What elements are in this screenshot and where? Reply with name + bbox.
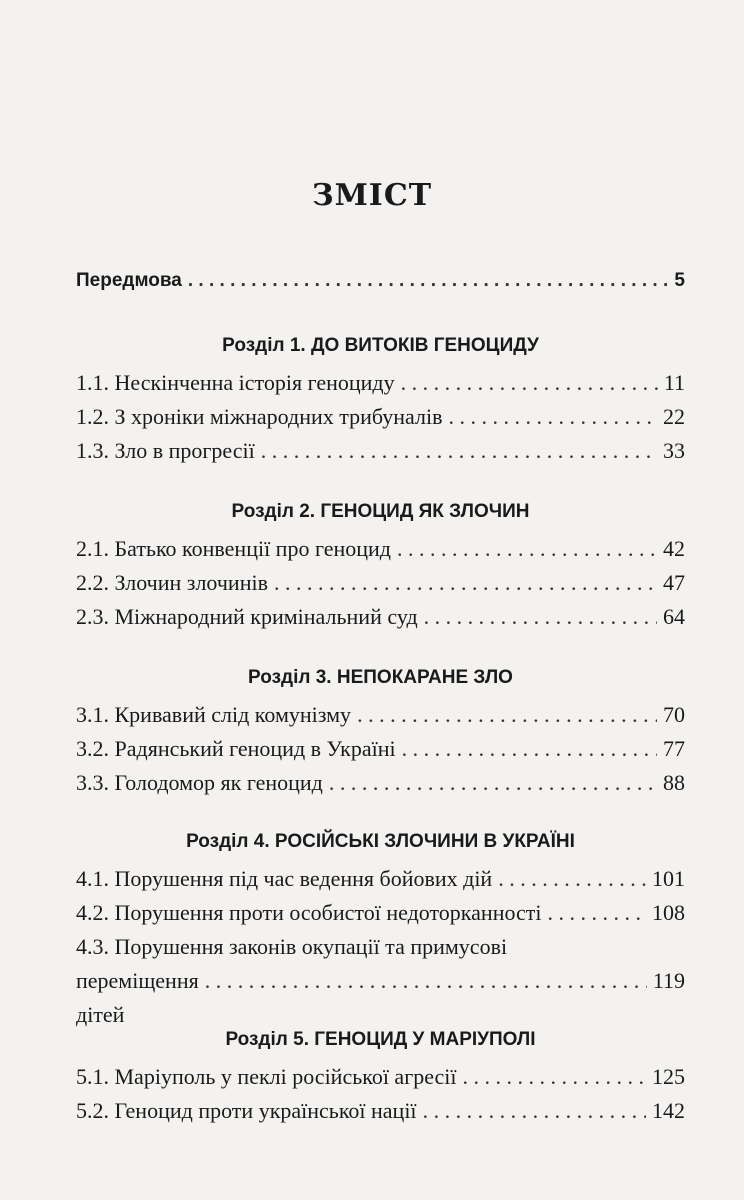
dot-leader	[423, 1094, 646, 1128]
dot-leader	[548, 896, 646, 930]
toc-entry[interactable]	[76, 1094, 685, 1128]
toc-section-3	[76, 658, 685, 800]
section-heading: Розділ 2. ГЕНОЦИД ЯК ЗЛОЧИН	[231, 501, 530, 522]
entry-page-number: 108	[652, 900, 685, 925]
entry-label: 3.2. Радянський геноцид в Україні	[76, 736, 396, 761]
entry-label: Передмова	[76, 270, 182, 291]
toc-section-4	[76, 822, 685, 1027]
entry-page-number: 11	[663, 370, 685, 395]
toc-entry[interactable]	[76, 732, 685, 766]
entry-label: 4.3. Порушення законів окупації та примусові	[76, 934, 508, 959]
toc-entry[interactable]	[76, 600, 685, 634]
entry-label-continued: переміщення дітей	[76, 968, 199, 1027]
entry-label: 3.1. Кривавий слід комунізму	[76, 702, 352, 727]
entry-page-number: 101	[652, 866, 685, 891]
page-title: ЗМІСТ	[311, 178, 433, 213]
toc-entry[interactable]	[76, 766, 685, 800]
entry-page-number: 142	[652, 1098, 685, 1123]
entry-label: 3.3. Голодомор як геноцид	[76, 770, 323, 795]
dot-leader	[329, 766, 657, 800]
entry-label: 1.1. Нескінченна історія геноциду	[76, 370, 395, 395]
entry-page-number: 70	[663, 702, 685, 727]
entry-label: 4.1. Порушення під час ведення бойових дій	[76, 866, 493, 891]
dot-leader	[463, 1060, 646, 1094]
entry-page-number: 42	[663, 536, 685, 561]
entry-line-2	[76, 964, 685, 1027]
entry-label: 2.3. Міжнародний кримінальний суд	[76, 604, 418, 629]
entry-label: 1.2. З хроніки міжнародних трибуналів	[76, 404, 443, 429]
entry-page-number: 125	[652, 1064, 685, 1089]
entry-page-number: 5	[674, 270, 685, 291]
dot-leader	[448, 400, 657, 434]
entry-page-number: 33	[663, 438, 685, 463]
toc-entry[interactable]	[76, 434, 685, 468]
dot-leader	[424, 600, 657, 634]
entry-page-number: 88	[663, 770, 685, 795]
entry-line-1	[76, 930, 685, 964]
section-heading: Розділ 1. ДО ВИТОКІВ ГЕНОЦИДУ	[222, 335, 539, 356]
toc-entry[interactable]	[76, 532, 685, 566]
toc-entry[interactable]	[76, 698, 685, 732]
entry-label: 5.1. Маріуполь у пеклі російської агресії	[76, 1064, 457, 1089]
toc-entry[interactable]	[76, 862, 685, 896]
entry-page-number: 22	[663, 404, 685, 429]
entry-label: 2.1. Батько конвенції про геноцид	[76, 536, 391, 561]
section-heading: Розділ 3. НЕПОКАРАНЕ ЗЛО	[248, 667, 513, 688]
toc-entry[interactable]	[76, 566, 685, 600]
toc-section-2	[76, 492, 685, 634]
toc-section-5	[76, 1020, 685, 1128]
dot-leader	[401, 366, 658, 400]
toc-entry[interactable]	[76, 1060, 685, 1094]
entry-page-number: 119	[652, 968, 685, 993]
dot-leader	[402, 732, 657, 766]
section-heading: Розділ 4. РОСІЙСЬКІ ЗЛОЧИНИ В УКРАЇНІ	[186, 831, 575, 852]
entry-page-number: 47	[663, 570, 685, 595]
toc-entry[interactable]	[76, 400, 685, 434]
dot-leader	[188, 270, 669, 292]
toc-entry[interactable]	[76, 366, 685, 400]
toc-entry-multiline[interactable]	[76, 930, 685, 1027]
entry-label: 2.2. Злочин злочинів	[76, 570, 268, 595]
dot-leader	[261, 434, 657, 468]
section-heading: Розділ 5. ГЕНОЦИД У МАРІУПОЛІ	[225, 1029, 536, 1050]
entry-page-number: 77	[663, 736, 685, 761]
dot-leader	[498, 862, 646, 896]
dot-leader	[357, 698, 657, 732]
toc-section-1	[76, 326, 685, 468]
dot-leader	[397, 532, 657, 566]
entry-label: 5.2. Геноцид проти української нації	[76, 1098, 417, 1123]
dot-leader	[205, 964, 647, 998]
entry-label: 4.2. Порушення проти особистої недоторканності	[76, 900, 542, 925]
entry-page-number: 64	[663, 604, 685, 629]
toc-entry[interactable]	[76, 896, 685, 930]
entry-label: 1.3. Зло в прогресії	[76, 438, 255, 463]
toc-entry-preface[interactable]	[76, 270, 685, 292]
dot-leader	[274, 566, 657, 600]
